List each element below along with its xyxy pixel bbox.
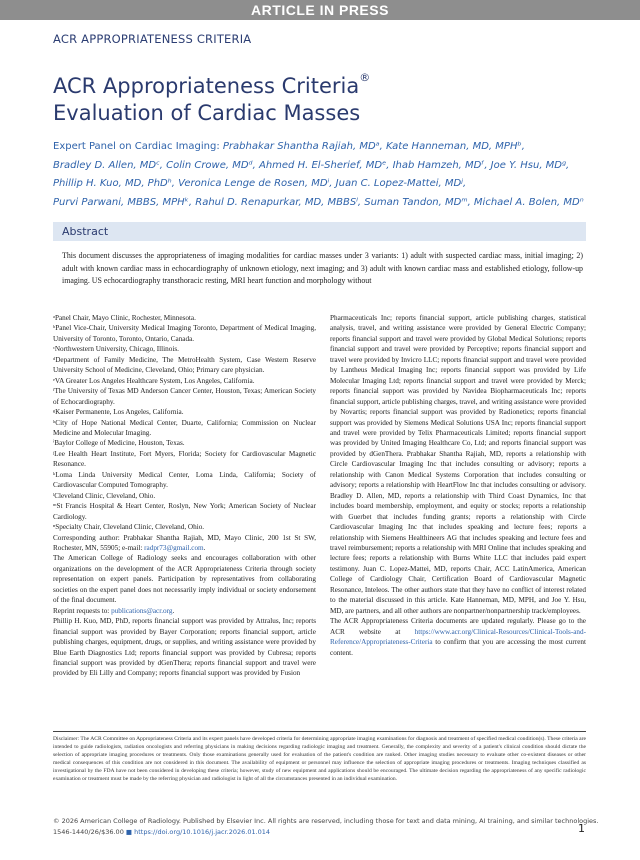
author-line-2[interactable]: Bradley D. Allen, MDᶜ, Colin Crowe, MDᵈ, Ahmed H. El-Sherief, MDᵉ, Ihab Hamzeh, MDᶠ, Joe Y. Hsu, MDᵍ, xyxy=(53,159,570,171)
affiliation: ᵉVA Greater Los Angeles Healthcare System, Los Angeles, California. xyxy=(53,376,255,385)
author-line-1[interactable]: Prabhakar Shantha Rajiah, MDᵃ, Kate Hanneman, MD, MPHᵇ, xyxy=(222,141,525,152)
acr-statement: The American College of Radiology seeks and encourages collaboration with other organizations on the development of the ACR Appropriateness Criteria through society representation on expert panels. Participation by representatives from collaborating societies on the expert panel does not necessarily imply individual or society endorsement of the final document. xyxy=(53,554,316,605)
affiliation: ᵏLoma Linda University Medical Center, Loma Linda, California; Society of Cardiovascular Computed Tomography. xyxy=(53,470,316,490)
disclaimer: Disclaimer: The ACR Committee on Appropriateness Criteria and its expert panels have developed criteria for determining appropriate imaging examinations for diagnosis and treatment of specified medical condition(s). These criteria are intended to guide radiologists, radiation oncologists and referring physicians in making decisions regarding radiologic imaging and treatment. Generally, the complexity and severity of a patient's clinical condition should dictate the selection of appropriate imaging procedures or treatments. Only those examinations generally used for evaluation of the patient's condition are ranked. Other imaging studies necessary to evaluate other co-existent diseases or other medical consequences of this condition are not considered in this document. The availability of equipment or personnel may influence the selection of appropriate imaging procedures or treatments. Imaging techniques classified as investigational by the FDA have not been considered in developing these criteria; however, study of new equipment and applications should be encouraged. The ultimate decision regarding the appropriateness of any specific radiologic examination or treatment must be made by the referring physician and radiologist in light of all the circumstances presented in an individual examination. xyxy=(53,731,586,783)
article-title xyxy=(53,68,593,127)
issn: 1546-1440/26/$36.00 xyxy=(53,828,124,836)
reprint-requests: Reprint requests to: publications@acr.org. xyxy=(53,606,175,615)
doi-link[interactable]: https://doi.org/10.1016/j.jacr.2026.01.014 xyxy=(134,828,271,836)
right-column xyxy=(330,313,586,658)
abstract-heading: Abstract xyxy=(62,225,109,238)
affiliation: ᶠThe University of Texas MD Anderson Cancer Center, Houston, Texas; American Society of Echocardiography. xyxy=(53,387,316,406)
author-line-3[interactable]: Phillip H. Kuo, MD, PhDʰ, Veronica Lenge de Rosen, MDⁱ, Juan C. Lopez-Mattei, MDʲ, xyxy=(53,178,467,189)
corresponding-email-link[interactable]: radpr73@gmail.com xyxy=(144,543,204,552)
registered-mark: ® xyxy=(359,71,371,84)
article-in-press-banner: ARTICLE IN PRESS xyxy=(0,0,640,20)
corresponding-author: Corresponding author: Prabhakar Shantha Rajiah, MD, Mayo Clinic, 200 1st St SW, Rochester, MN, 55905; e-mail: radpr73@gmail.com. xyxy=(53,533,316,552)
abstract-heading-bar xyxy=(53,222,586,241)
section-label: ACR APPROPRIATENESS CRITERIA xyxy=(53,32,252,46)
title-line-2: Evaluation of Cardiac Masses xyxy=(53,101,361,125)
abstract-text: This document discusses the appropriateness of imaging modalities for cardiac masses under 3 variants: 1) adult with suspected cardiac mass, initial imaging; 2) adult with known cardiac mass in echocardiography of unknown etiology, next imaging; and 3) adult with known cardiac mass and established etiology, follow-up imaging. US echocardiography transthoracic resting, MRI heart function and morphology without xyxy=(62,251,583,285)
author-list-lead: Expert Panel on Cardiac Imaging: xyxy=(53,141,223,152)
affiliation: ˡCleveland Clinic, Cleveland, Ohio. xyxy=(53,491,156,500)
page-number: 1 xyxy=(578,822,585,835)
author-line-4[interactable]: Purvi Parwani, MBBS, MPHᵏ, Rahul D. Renapurkar, MD, MBBSˡ, Suman Tandon, MDᵐ, Michael A. Bolen, MDⁿ xyxy=(53,196,584,208)
update-notice: The ACR Appropriateness Criteria documents are updated regularly. Please go to the ACR website at https://www.acr.org/Clinical-Resources/Clinical-Tools-and-Reference/Appropriateness-Criteria to confirm that you are accessing the most current content. xyxy=(330,617,586,657)
affiliation: ᵍKaiser Permanente, Los Angeles, California. xyxy=(53,408,184,417)
bullet-icon: ■ xyxy=(125,828,133,836)
affiliation: ⁿSpecialty Chair, Cleveland Clinic, Cleveland, Ohio. xyxy=(53,523,205,532)
disclosure-text-continued: Pharmaceuticals Inc; reports financial support, article publishing charges, statistical analysis, travel, and writing assistance were provided by General Electric Company; reports financial support and travel were provided by Global Medical Solutions; reports financial support and travel were provided by Perceptive; reports financial support and travel were provided by Invicro LLC; reports financial support and travel were provided by Lantheus Medical Imaging Inc; reports financial support was provided by Life Molecular Imaging Ltd; reports financial support and travel were provided by Merck; reports financial support was provided by Navidea Biopharmaceuticals Inc; reports financial support, article publishing charges, travel, and writing assistance were provided by Novartis; reports financial support was provided by Radionetics; reports financial support was provided by Siemens Medical Solutions USA Inc; reports financial support and travel were provided by Telix Pharmaceuticals Limited; reports financial support was provided by United Imaging Healthcare Co, Ltd; and reports financial support was provided by dGenThera. Prabhakar Shantha Rajiah, MD, reports a relationship with Circle Cardiovascular Imaging Inc that includes consulting or advisory; reports a relationship with Canon Medical Systems Corporation that includes consulting or advisory; reports a relationship with HeartFlow Inc that includes consulting or advisory. Bradley D. Allen, MD, reports a relationship with Third Coast Dynamics, Inc that includes board membership, employment, and equity or stocks; reports a relationship with Guerbet that includes funding grants; reports a relationship with Circle Cardiovascular Imaging Inc that includes speaking and lecture fees; reports a relationship with Siemens Healthineers AG that includes speaking and lecture fees and travel reimbursement; reports a relationship with MRI Online that includes speaking and lecture fees; reports a relationship with Burns White LLC that includes paid expert testimony. Juan C. Lopez-Mattei, MD, reports Chair, ACC LatinAmerica, American College of Cardiology Chair, Certification Board of Cardiovascular Magnetic Resonance, Inteleos. The other authors state that they have no conflict of interest related to the material discussed in this article. Kate Hanneman, MD, MPH, and Joe Y. Hsu, MD, are partners, and all other authors are nonpartner/nonpartnership track/employees. xyxy=(330,314,586,615)
left-column xyxy=(53,313,316,679)
reprint-email-link[interactable]: publications@acr.org xyxy=(111,606,173,615)
affiliation: ᶜNorthwestern University, Chicago, Illinois. xyxy=(53,345,179,354)
acr-criteria-link[interactable]: https://www.acr.org/Clinical-Resources/Clinical-Tools-and-Reference/Appropriateness-Criteria xyxy=(330,627,586,647)
author-list xyxy=(53,138,593,212)
copyright-line: © 2026 American College of Radiology. Published by Elsevier Inc. All rights are reserved, including those for text and data mining, AI training, and similar technologies. xyxy=(53,817,599,825)
affiliation: ᵐSt Francis Hospital & Heart Center, Roslyn, New York; American Society of Nuclear Cardiology. xyxy=(53,502,316,521)
affiliation: ᵈDepartment of Family Medicine, The MetroHealth System, Case Western Reserve University School of Medicine, Cleveland, Ohio; Primary care physician. xyxy=(53,355,316,375)
affiliation: ᵃPanel Chair, Mayo Clinic, Rochester, Minnesota. xyxy=(53,314,196,322)
affiliation: ᵇPanel Vice-Chair, University Medical Imaging Toronto, Department of Medical Imaging, University of Toronto, Toronto, Ontario, Canada. xyxy=(53,324,316,343)
affiliation: ʲLee Health Heart Institute, Fort Myers, Florida; Society for Cardiovascular Magnetic Resonance. xyxy=(53,449,316,469)
issn-doi-line xyxy=(53,828,270,836)
affiliation: ʰCity of Hope National Medical Center, Duarte, California; Commission on Nuclear Medicine and Molecular Imaging. xyxy=(53,418,316,437)
disclosure-text: Phillip H. Kuo, MD, PhD, reports financial support was provided by Attralus, Inc; reports financial support was provided by Bayer Corporation; reports financial support, article publishing charges, equipment, drugs, or supplies, and writing assistance were provided by Blue Earth Diagnostics Ltd; reports financial support was provided by Cubresa; reports financial support was provided by dGenThera; reports financial support and travel were provided by Eli Lilly and Company; reports financial support was provided by Fusion xyxy=(53,617,316,678)
title-line-1: ACR Appropriateness Criteria xyxy=(53,74,360,98)
affiliation: ⁱBaylor College of Medicine, Houston, Texas. xyxy=(53,439,185,448)
